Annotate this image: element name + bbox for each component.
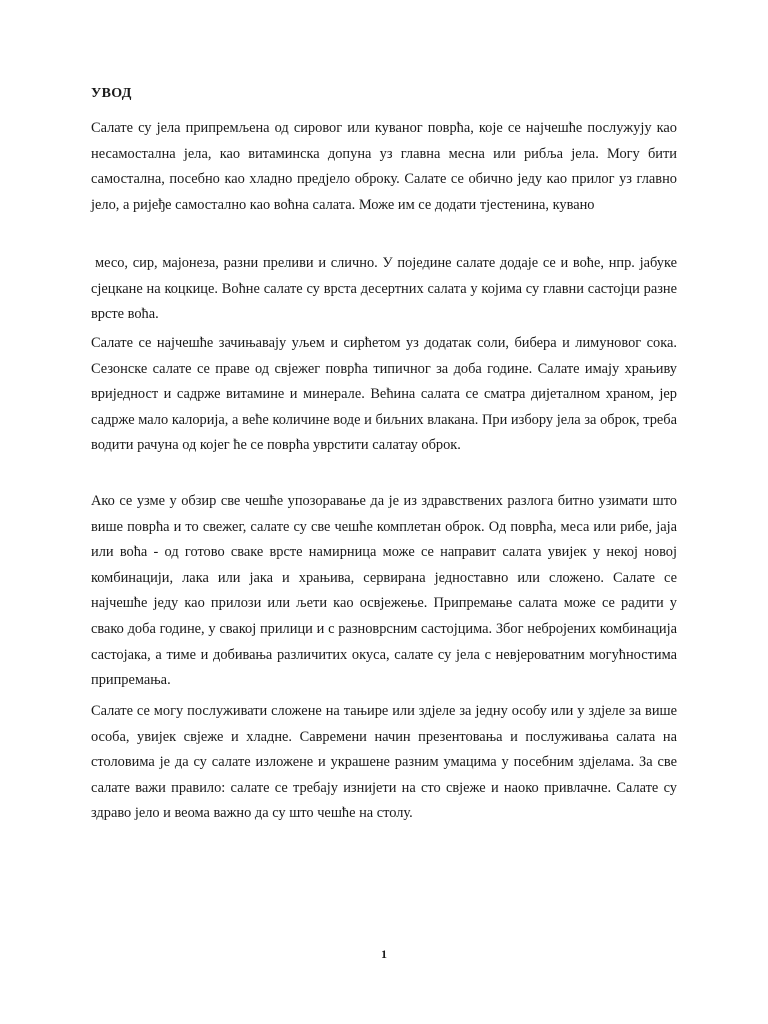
paragraph-block-4 <box>91 489 677 706</box>
paragraph-4: Ако се узме у обзир све чешће упозоравање да је из здравствених разлога битно узимати што више поврћа и то свежег, салате су све чешће комплетан оброк. Од поврћа, меса или рибе, јаја или воћа - од готово сваке врсте намирница може се направит салата увијек у некој новој комбинацији, лака или јака и храњива, сервирана једноставно или сложено. Салате се најчешће једу као прилози или љети као освјежење. Припремање салата може се радити у свако доба године, у свакој прилици и с разноврсним састојцима. Због небројених комбинација састојака, а тиме и добивања различитих окуса, салате су јела с невјероватним могућностима припремања. <box>91 493 677 689</box>
page-number: 1 <box>381 947 387 961</box>
paragraph-block-5 <box>91 699 677 839</box>
paragraph-3: Салате се најчешће зачињавају уљем и сирћетом уз додатак соли, бибера и лимуновог сока. Сезонске салате се праве од свјежег поврћа типичног за доба године. Салате имају храњиву вриједност и садрже витамине и минерале. Већина салата се сматра дијеталном храном, јер садрже мало калорија, а веће количине воде и биљних влакана. При избору јела за оброк, треба водити рачуна од којег ће се поврћа уврстити салатау оброк. <box>91 335 677 454</box>
section-heading: УВОД <box>91 86 132 101</box>
paragraph-1: Салате су јела припремљена од сировог или куваног поврћа, које се најчешће послужују као несамостална јела, као витаминска допуна уз главна месна или рибља јела. Могу бити самостална, посебно као хладно предјело оброку. Салате се обично једу као прилог уз главно јело, а ријеђе самостално као воћна салата. Може им се додати тјестенина, кувано <box>91 120 677 213</box>
paragraph-block-1 <box>91 116 677 218</box>
paragraph-2: месо, сир, мајонеза, разни преливи и слично. У поједине салате додаје се и воће, нпр. јабуке сјецкане на коцкице. Воћне салате су врста десертних салата у којима су главни састојци разне врсте воћа. <box>91 255 677 323</box>
paragraph-5: Салате се могу послуживати сложене на тањире или здјеле за једну особу или у здјеле за више особа, увијек свјеже и хладне. Савремени начин презентовања и послуживања салата на столовима је да су салате изложене и украшене разним умацима у посебним здјелама. За све салате важи правило: салате се требају изнијети на сто свјеже и наоко привлачне. Салате су здраво јело и веома важно да су што чешће на столу. <box>91 703 677 822</box>
paragraph-block-3 <box>91 331 677 471</box>
paragraph-block-2 <box>91 251 677 340</box>
